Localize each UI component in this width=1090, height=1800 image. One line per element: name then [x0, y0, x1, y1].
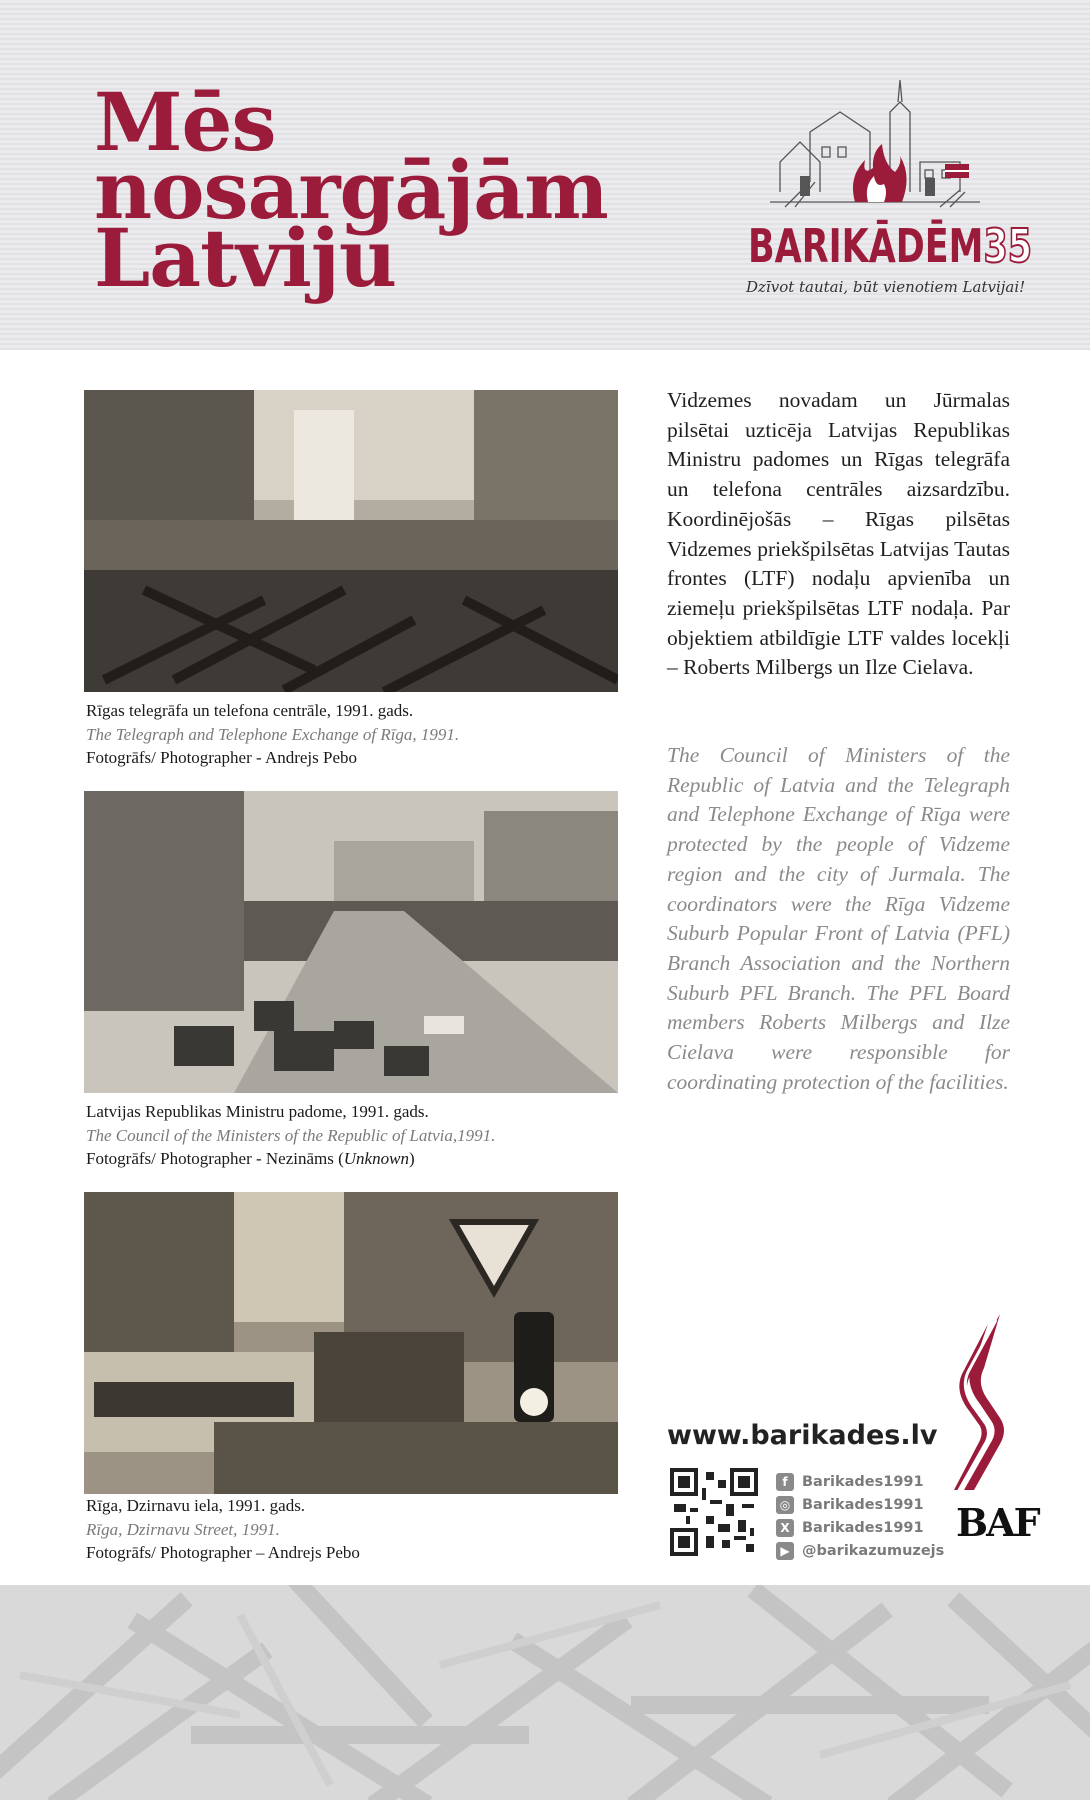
baf-flag-icon — [944, 1314, 1014, 1500]
logo-number: 35 — [983, 219, 1033, 273]
barikadem-logo — [740, 72, 1033, 312]
caption-photo-3 — [86, 1494, 626, 1565]
page-title — [94, 75, 608, 305]
caption-photo-1 — [86, 699, 626, 770]
x-icon: X — [776, 1519, 794, 1537]
social-facebook[interactable] — [776, 1470, 956, 1493]
photo-dzirnavu-street — [84, 1192, 618, 1494]
caption-lv: Latvijas Republikas Ministru padome, 1991. gads. — [86, 1102, 429, 1121]
caption-en: The Council of the Ministers of the Republic of Latvia,1991. — [86, 1125, 496, 1145]
social-youtube[interactable] — [776, 1539, 956, 1562]
social-instagram[interactable] — [776, 1493, 956, 1516]
caption-lv: Rīgas telegrāfa un telefona centrāle, 1991. gads. — [86, 701, 414, 720]
social-label: @barikazumuzejs — [802, 1542, 945, 1559]
photo-credit: Fotogrāfs/ Photographer - Andrejs Pebo — [86, 748, 358, 767]
body-text-latvian: Vidzemes novadam un Jūrmalas pilsētai uzticēja Latvijas Republikas Ministru padomes un Rīgas telegrāfa un telefona centrāles aizsardzību. Koordinējošās – Rīgas pilsētas Vidzemes priekšpilsētas Latvijas Tautas frontes (LTF) nodaļu apvienība un ziemeļu priekšpilsētas LTF nodaļa. Par objektiem atbildīgie LTF valdes locekļi – Roberts Milbergs un Ilze Cielava. — [667, 388, 1010, 680]
social-links — [776, 1470, 956, 1562]
youtube-icon: ▶ — [776, 1542, 794, 1560]
title-line-1: Mēs — [94, 75, 276, 169]
caption-en: The Telegraph and Telephone Exchange of Rīga, 1991. — [86, 724, 460, 744]
caption-lv: Rīga, Dzirnavu iela, 1991. gads. — [86, 1496, 306, 1515]
photo-credit: Fotogrāfs/ Photographer - Nezināms (Unknown) — [86, 1149, 415, 1168]
barricade-silhouette — [0, 1585, 1090, 1800]
caption-en: Rīga, Dzirnavu Street, 1991. — [86, 1519, 280, 1539]
header-band — [0, 0, 1090, 350]
photo-credit: Fotogrāfs/ Photographer – Andrejs Pebo — [86, 1543, 360, 1562]
baf-logo-text: BAF — [956, 1500, 1039, 1545]
social-label: Barikades1991 — [802, 1473, 924, 1490]
barricade-fire-illustration — [760, 72, 990, 222]
logo-wordmark: BARIKĀDĒM35 — [748, 219, 1033, 273]
footer-barricade-band — [0, 1585, 1090, 1800]
photo-council-of-ministers — [84, 791, 618, 1093]
logo-motto: Dzīvot tautai, būt vienotiem Latvijai! — [746, 278, 1026, 296]
caption-photo-2 — [86, 1100, 626, 1171]
qr-code — [670, 1468, 758, 1556]
social-label: Barikades1991 — [802, 1496, 924, 1513]
body-text-english: The Council of Ministers of the Republic of Latvia and the Telegraph and Telephone Exchange of Rīga were protected by the people of Vidzeme region and the city of Jurmala. The coordinators were the Rīga Vidzeme Suburb Popular Front of Latvia (PFL) Branch Association and the Northern Suburb PFL Branch. The PFL Board members Roberts Milbergs and Ilze Cielava were responsible for coordinating protection of the facilities. — [667, 743, 1010, 1094]
facebook-icon: f — [776, 1473, 794, 1491]
title-line-2: nosargājām — [94, 143, 608, 237]
social-label: Barikades1991 — [802, 1519, 924, 1536]
photo-telegraph-exchange — [84, 390, 618, 692]
title-line-3: Latviju — [94, 211, 397, 305]
social-x[interactable] — [776, 1516, 956, 1539]
website-link[interactable]: www.barikades.lv — [667, 1420, 938, 1451]
instagram-icon: ◎ — [776, 1496, 794, 1514]
